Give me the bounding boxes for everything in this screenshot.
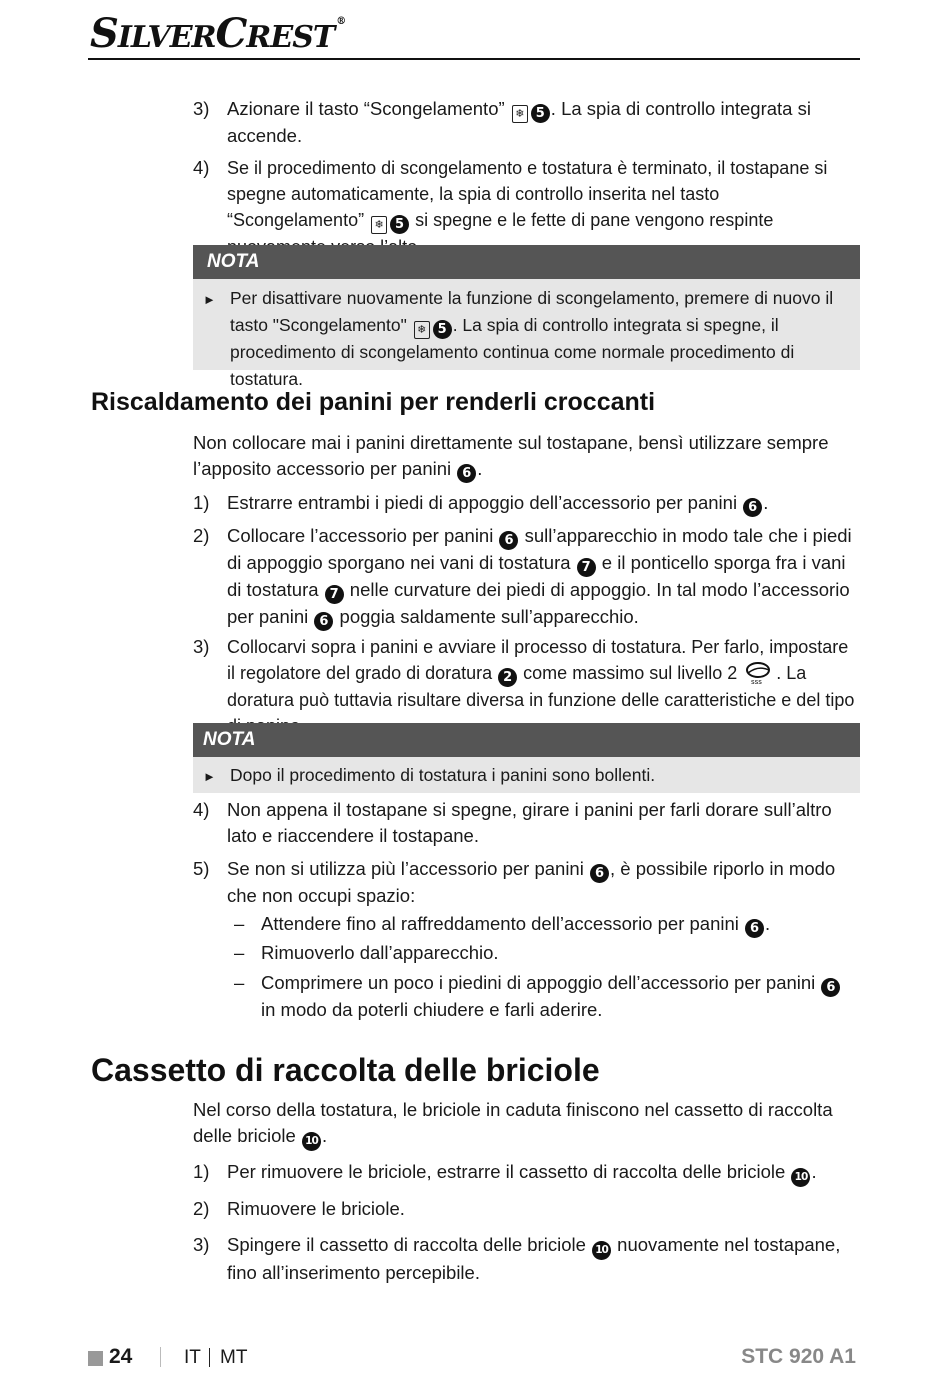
intro-paragraph: Nel corso della tostatura, le briciole in caduta finiscono nel cassetto di raccolta delle briciole 10 . [193, 1097, 858, 1151]
intro-paragraph: Non collocare mai i panini direttamente sul tostapane, bensì utilizzare sempre l’apposito accessorio per panini 6 . [193, 432, 829, 481]
model-number: STC 920 A1 [741, 1345, 856, 1368]
callout-badge: 7 [577, 558, 596, 577]
snowflake-button-icon: ❄ [512, 105, 528, 123]
callout-badge: 10 [302, 1132, 321, 1151]
section-heading: Riscaldamento dei panini per renderli croccanti [91, 388, 656, 416]
note-body: ► Per disattivare nuovamente la funzione di scongelamento, premere di nuovo il tasto "Scongelamento" ❄ 5 . La spia di controllo integrata si spegne, il procedimento di scongelamento continua come normale procedimento di tostatura. [193, 279, 860, 370]
callout-badge: 7 [325, 585, 344, 604]
callout-badge: 5 [433, 320, 452, 339]
language-code: IT [184, 1347, 201, 1368]
callout-badge: 6 [745, 919, 764, 938]
page-footer [88, 1345, 860, 1375]
note-header: NOTA [193, 723, 860, 757]
callout-badge: 2 [498, 668, 517, 687]
callout-badge: 6 [314, 612, 333, 631]
snowflake-button-icon: ❄ [371, 216, 387, 234]
page-marker-square [88, 1351, 103, 1366]
brand-logo: SILVERCREST ® [90, 10, 346, 57]
divider [160, 1347, 161, 1367]
callout-badge: 5 [390, 215, 409, 234]
arrow-bullet-icon: ► [203, 769, 216, 784]
callout-badge: 6 [821, 978, 840, 997]
page-header [88, 4, 860, 60]
snowflake-button-icon: ❄ [414, 321, 430, 339]
svg-text:sss: sss [751, 678, 763, 685]
language-code: MT [220, 1347, 248, 1368]
divider [209, 1348, 210, 1367]
crisp-level-icon [744, 661, 774, 685]
callout-badge: 5 [531, 104, 550, 123]
callout-badge: 10 [592, 1241, 611, 1260]
callout-badge: 6 [743, 498, 762, 517]
note-header: NOTA [193, 245, 860, 279]
callout-badge: 6 [457, 464, 476, 483]
note-body: ► Dopo il procedimento di tostatura i panini sono bollenti. [193, 757, 860, 793]
page-number: 24 [109, 1345, 133, 1368]
callout-badge: 6 [499, 531, 518, 550]
section-heading: Cassetto di raccolta delle briciole [91, 1052, 600, 1088]
callout-badge: 6 [590, 864, 609, 883]
arrow-bullet-icon: ► [203, 292, 216, 307]
callout-badge: 10 [791, 1168, 810, 1187]
